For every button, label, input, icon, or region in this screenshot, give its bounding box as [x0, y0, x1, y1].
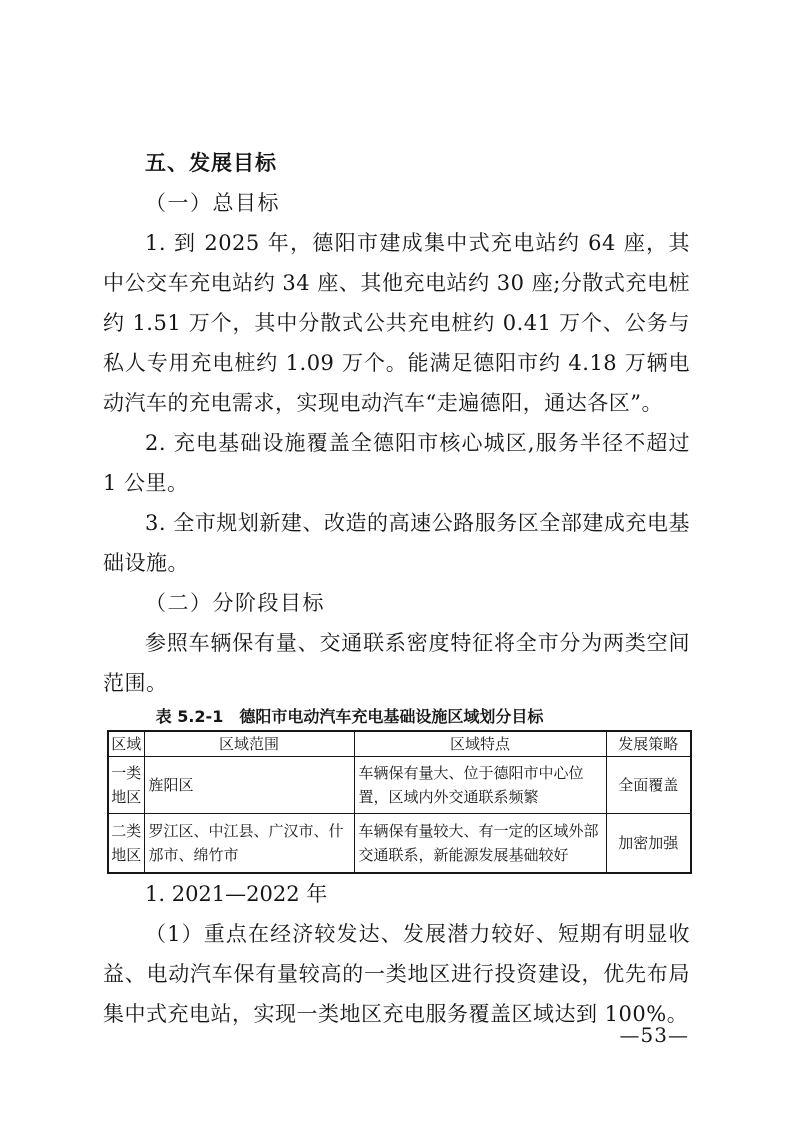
column-header-scope: 区域范围: [144, 731, 354, 757]
column-header-region: 区域: [108, 731, 144, 757]
page-number: —53—: [619, 1023, 689, 1047]
paragraph-staged-intro: 参照车辆保有量、交通联系密度特征将全市分为两类空间范围。: [103, 631, 690, 695]
cell-scope: 旌阳区: [144, 757, 354, 814]
column-header-features: 区域特点: [354, 731, 606, 757]
section-heading: 五、发展目标: [145, 151, 277, 175]
table-header-row: [108, 731, 691, 757]
cell-region: 二类地区: [108, 814, 144, 873]
table-row-class2: [108, 814, 691, 873]
column-header-strategy: 发展策略: [606, 731, 691, 757]
cell-region: 一类地区: [108, 757, 144, 814]
cell-strategy: 全面覆盖: [606, 757, 691, 814]
table-title: 表 5.2-1 德阳市电动汽车充电基础设施区域划分目标: [155, 707, 544, 726]
paragraph-overall-goal-3: 3. 全市规划新建、改造的高速公路服务区全部建成充电基础设施。: [103, 511, 690, 575]
stage-heading-2021-2022: 1. 2021—2022 年: [145, 881, 328, 906]
cell-scope: 罗江区、中江县、广汉市、什邡市、绵竹市: [144, 814, 354, 873]
paragraph-overall-goal-1: 1. 到 2025 年，德阳市建成集中式充电站约 64 座，其中公交车充电站约 34 座、其他充电站约 30 座;分散式充电桩约 1.51 万个，其中分散式公共充电桩约 0.41 万个、公务与私人专用充电桩约 1.09 万个。能满足德阳市约 4.18 万辆电动汽车的充电需求，实现电动汽车“走遍德阳，通达各区”。: [103, 231, 690, 415]
cell-features: 车辆保有量大、位于德阳市中心位置，区域内外交通联系频繁: [354, 757, 606, 814]
region-division-table: [107, 730, 692, 874]
table-row-class1: [108, 757, 691, 814]
paragraph-overall-goal-2: 2. 充电基础设施覆盖全德阳市核心城区,服务半径不超过 1 公里。: [103, 431, 690, 495]
subsection-heading-overall-goal: （一）总目标: [145, 191, 280, 215]
cell-features: 车辆保有量较大、有一定的区域外部交通联系，新能源发展基础较好: [354, 814, 606, 873]
paragraph-stage-1: （1）重点在经济较发达、发展潜力较好、短期有明显收益、电动汽车保有量较高的一类地区进行投资建设，优先布局集中式充电站，实现一类地区充电服务覆盖区域达到 100%。: [103, 921, 690, 1026]
cell-strategy: 加密加强: [606, 814, 691, 873]
subsection-heading-staged-goal: （二）分阶段目标: [145, 591, 325, 615]
